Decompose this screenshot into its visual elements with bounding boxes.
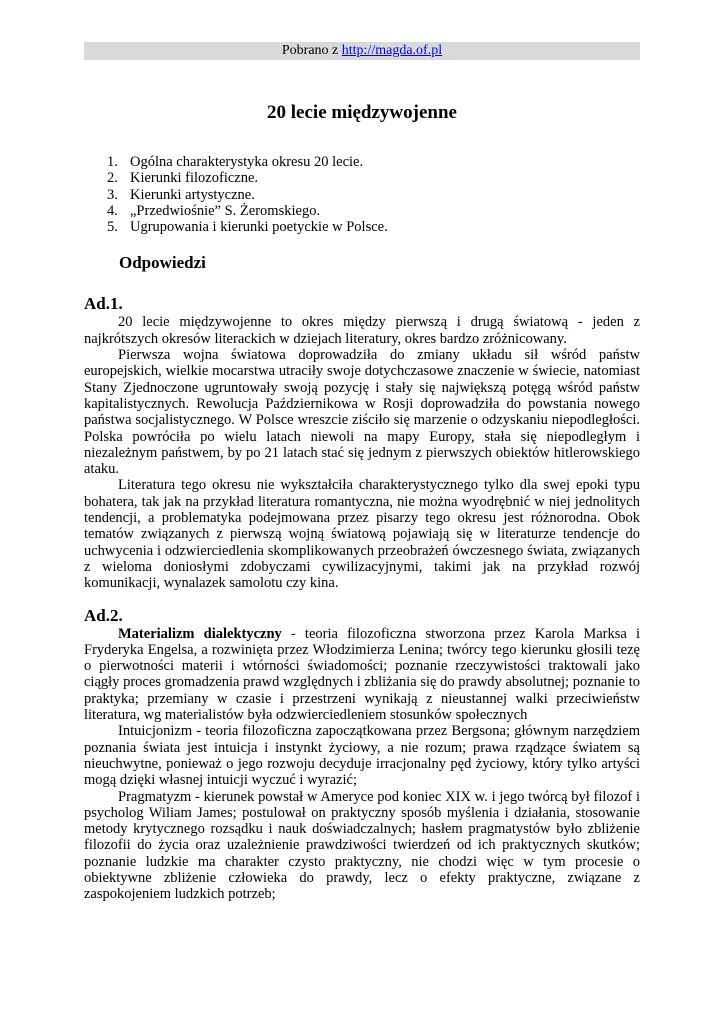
answers-heading: Odpowiedzi	[119, 253, 206, 273]
banner-prefix: Pobrano z	[281, 43, 342, 58]
list-item	[84, 187, 640, 203]
list-item-text: Ogólna charakterystyka okresu 20 lecie.	[130, 154, 364, 170]
list-item	[84, 203, 640, 219]
source-link[interactable]: http://magda.of.pl	[341, 43, 443, 58]
list-number: 5.	[107, 219, 118, 236]
list-item-text: Ugrupowania i kierunki poetyckie w Polsce.	[130, 219, 388, 236]
list-number: 3.	[107, 186, 118, 203]
list-item-text: Kierunki artystyczne.	[130, 186, 255, 203]
table-of-contents	[84, 154, 640, 235]
term-materializm: Materializm dialektyczny	[118, 625, 282, 642]
list-number: 2.	[107, 170, 118, 187]
source-banner	[84, 42, 640, 60]
document-body	[84, 102, 640, 903]
ad1-paragraph-3: Literatura tego okresu nie wykształciła charakterystycznego tylko dla swej epoki typu bohatera, tak jak na przykład literatura romantyczna, nie można wyodrębnić w niej jednolitych tendencji, a problematyka podejmowana przez pisarzy tego okresu jest różnorodna. Obok tematów związanych z pierwszą wojną światową pojawiają się w literaturze tendencje do uchwycenia i odzwierciedlenia skomplikowanych przeobrażeń ówczesnego świata, związanych z wieloma doniosłymi zdobyczami cywilizacyjnymi, takimi jak na przykład rozwój komunikacji, wynalazek samolotu czy kina.	[84, 477, 640, 592]
ad1-heading: Ad.1.	[84, 294, 123, 314]
ad2-paragraph-1	[84, 626, 640, 724]
ad2-paragraph-1-text: - teoria filozoficzna stworzona przez Karola Marksa i Fryderyka Engelsa, a rozwinięta przez Włodzimierza Lenina; twórcy tego kierunku głosili tezę o pierwotności materii i wtórności świadomości; poznanie rzeczywistości traktowali jako ciągły proces gromadzenia prawd względnych i zbliżania się do prawdy absolutnej; poznanie to praktyka; przemiany w czasie i przestrzeni wynikają z nieustannej walki przeciwieństw literatura, wg materialistów była odzwierciedleniem stosunków społecznych	[84, 625, 641, 724]
list-item	[84, 219, 640, 235]
list-item-text: Kierunki filozoficzne.	[130, 170, 259, 187]
page-title: 20 lecie międzywojenne	[267, 102, 457, 123]
list-item	[84, 170, 640, 186]
list-item-text: „Przedwiośnie” S. Żeromskiego.	[130, 202, 321, 219]
list-number: 1.	[107, 154, 118, 170]
ad2-heading: Ad.2.	[84, 605, 123, 625]
list-number: 4.	[107, 202, 118, 219]
list-item	[84, 154, 640, 170]
ad1-paragraph-2: Pierwsza wojna światowa doprowadziła do zmiany układu sił wśród państw europejskich, wielkie mocarstwa utraciły swoje dotychczasowe znaczenie w świecie, natomiast Stany Zjednoczone ugruntowały swoją pozycję i stały się największą potęgą wśród państw kapitalistycznych. Rewolucja Październikowa w Rosji doprowadziła do powstania nowego państwa socjalistycznego. W Polsce wreszcie ziściło się marzenie o odzyskaniu niepodległości. Polska powróciła po wielu latach niewoli na mapy Europy, stała się niepodległym i niezależnym państwem, by po 21 latach stać się jednym z pierwszych obiektów hitlerowskiego ataku.	[84, 347, 640, 478]
ad1-paragraph-1: 20 lecie międzywojenne to okres między pierwszą i drugą światową - jeden z najkrótszych okresów literackich w dziejach literatury, okres bardzo zróżnicowany.	[84, 314, 640, 347]
ad2-paragraph-2: Intuicjonizm - teoria filozoficzna zapoczątkowana przez Bergsona; głównym narzędziem poznania świata jest intuicja i instynkt życiowy, a nie rozum; prawa rządzące światem są nieuchwytne, ponieważ o jego rozwoju decyduje irracjonalny pęd życiowy, który tylko artyści mogą dzięki własnej intuicji wyczuć i wyrazić;	[84, 723, 640, 789]
ad2-paragraph-3: Pragmatyzm - kierunek powstał w Ameryce pod koniec XIX w. i jego twórcą był filozof i psycholog Wiliam James; postulował on praktyczny sposób myślenia i działania, stosowanie metody krytycznego rozsądku i nauk doświadczalnych; hasłem pragmatystów było zbliżenie filozofii do życia oraz uzależnienie prawdziwości twierdzeń od ich praktycznych skutków; poznanie ludzkie ma charakter czysto praktyczny, nie chodzi więc w tym procesie o obiektywne zbliżenie człowieka do prawdy, lecz o efekty praktyczne, związane z zaspokojeniem ludzkich potrzeb;	[84, 788, 640, 903]
